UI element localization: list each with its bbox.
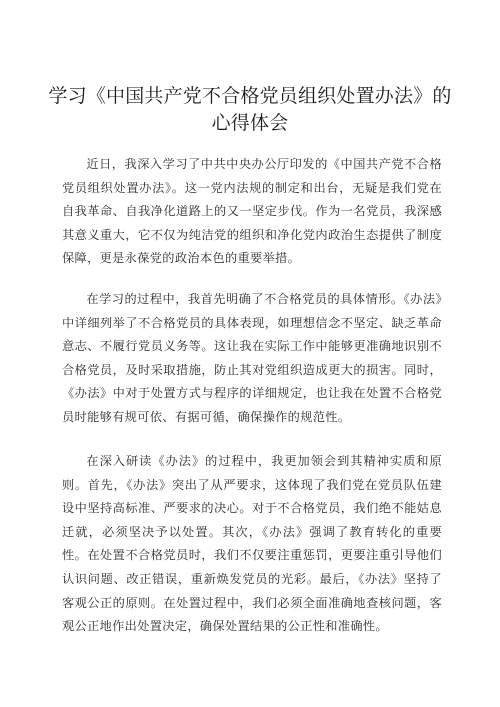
- document-title-line-2: 心得体会: [211, 112, 289, 134]
- document-title-line-1: 学习《中国共产党不合格党员组织处置办法》的: [48, 85, 452, 107]
- body-paragraph-2: 在学习的过程中，我首先明确了不合格党员的具体情形。《办法》中详细列举了不合格党员的具体表现，如理想信念不坚定、缺乏革命意志、不履行党员义务等。这让我在实际工作中能够更准确地识别不合格党员，及时采取措施，防止其对党组织造成更大的损害。同时，《办法》中对于处置方式与程序的详细规定，也让我在处置不合格党员时能够有规可依、有据可循，确保操作的规范性。: [62, 292, 442, 424]
- body-paragraph-3: 在深入研读《办法》的过程中，我更加领会到其精神实质和原则。首先，《办法》突出了从严要求，这体现了我们党在党员队伍建设中坚持高标准、严要求的决心。对于不合格党员，我们绝不能姑息迁就，必须坚决予以处置。其次，《办法》强调了教育转化的重要性。在处置不合格党员时，我们不仅要注重惩罚，更要注重引导他们认识问题、改正错误，重新焕发党员的光彩。最后，《办法》坚持了客观公正的原则。在处置过程中，我们必须全面准确地查核问题，客观公正地作出处置决定，确保处置结果的公正性和准确性。: [62, 454, 442, 634]
- body-paragraph-1: 近日，我深入学习了中共中央办公厅印发的《中国共产党不合格党员组织处置办法》。这一党内法规的制定和出台，无疑是我们党在自我革命、自我净化道路上的又一坚定步伐。作为一名党员，我深感其意义重大，它不仅为纯洁党的组织和净化党内政治生态提供了制度保障，更是永葆党的政治本色的重要举措。: [62, 157, 442, 266]
